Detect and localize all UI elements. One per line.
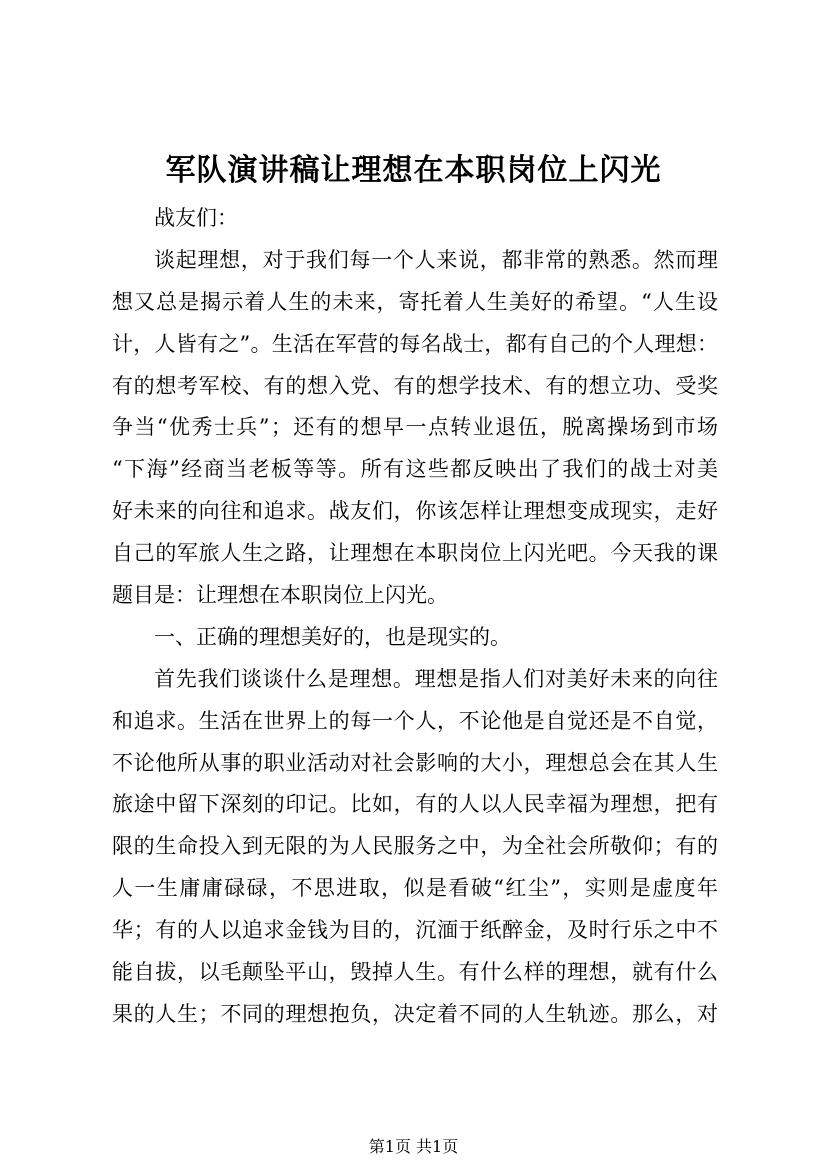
body-line: 题目是：让理想在本职岗位上闪光。 <box>112 583 448 608</box>
body-line: 能自拔，以毛颠坠平山，毁掉人生。有什么样的理想，就有什么 <box>112 960 719 985</box>
body-line: 人一生庸庸碌碌，不思进取，似是看破“红尘”，实则是虚度年 <box>112 876 720 901</box>
body-line: “下海”经商当老板等等。所有这些都反映出了我们的战士对美 <box>112 457 720 482</box>
body-line: 有的想考军校、有的想入党、有的想学技术、有的想立功、受奖 <box>112 373 719 398</box>
body-line: 一、正确的理想美好的，也是现实的。 <box>154 624 511 649</box>
body-line: 不论他所从事的职业活动对社会影响的大小，理想总会在其人生 <box>112 750 719 775</box>
body-line: 计，人皆有之”。生活在军营的每名战士，都有自己的个人理想： <box>112 331 719 356</box>
document-body <box>112 198 718 1036</box>
body-line: 好未来的向往和追求。战友们，你该怎样让理想变成现实，走好 <box>112 499 719 524</box>
body-line: 和追求。生活在世界上的每一个人，不论他是自觉还是不自觉， <box>112 708 719 733</box>
document-title: 军队演讲稿让理想在本职岗位上闪光 <box>165 153 662 188</box>
body-line: 限的生命投入到无限的为人民服务之中，为全社会所敬仰；有的 <box>112 834 719 859</box>
body-line: 华；有的人以追求金钱为目的，沉湎于纸醉金，及时行乐之中不 <box>112 918 719 943</box>
body-line: 果的人生；不同的理想抱负，决定着不同的人生轨迹。那么，对 <box>112 1001 719 1026</box>
body-line: 战友们： <box>154 206 238 230</box>
body-line: 争当“优秀士兵”；还有的想早一点转业退伍，脱离操场到市场 <box>112 415 720 440</box>
body-line: 自己的军旅人生之路，让理想在本职岗位上闪光吧。今天我的课 <box>112 541 719 566</box>
body-line: 想又总是揭示着人生的未来，寄托着人生美好的希望。“人生设 <box>112 289 720 314</box>
body-line: 谈起理想，对于我们每一个人来说，都非常的熟悉。然而理 <box>154 247 719 272</box>
body-line: 首先我们谈谈什么是理想。理想是指人们对美好未来的向往 <box>154 666 719 691</box>
body-line: 旅途中留下深刻的印记。比如，有的人以人民幸福为理想，把有 <box>112 792 719 817</box>
page-footer: 第1页 共1页 <box>368 1137 459 1156</box>
